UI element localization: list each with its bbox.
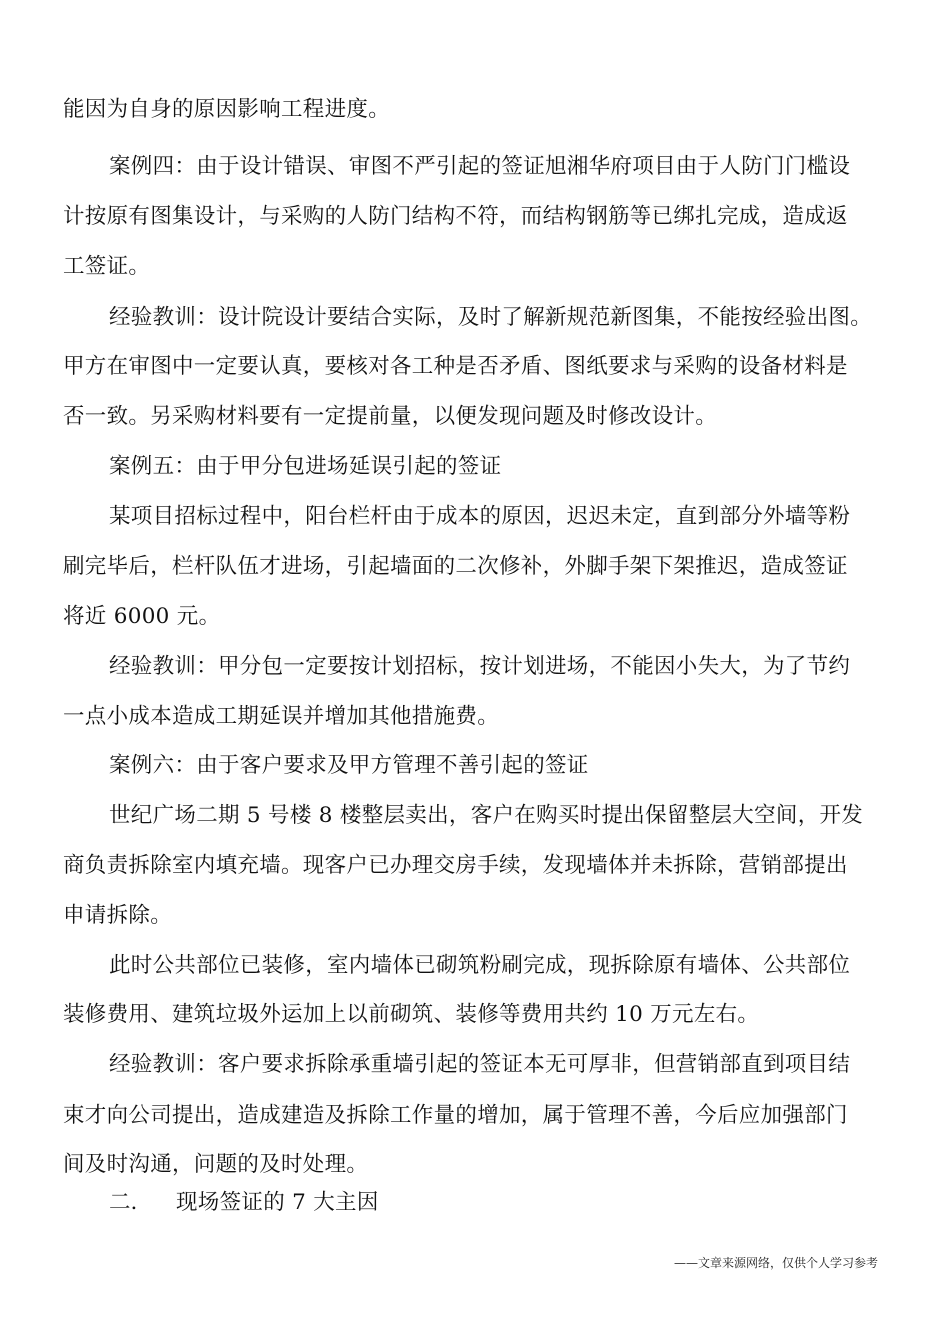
paragraph-line: 能因为自身的原因影响工程进度。 [63, 97, 391, 122]
paragraph-line: 装修费用、建筑垃圾外运加上以前砌筑、装修等费用共约 10 万元左右。 [63, 1002, 760, 1027]
paragraph-line: 申请拆除。 [63, 903, 173, 928]
case-six-title: 案例六：由于客户要求及甲方管理不善引起的签证 [109, 753, 589, 778]
paragraph-line: 甲方在审图中一定要认真，要核对各工种是否矛盾、图纸要求与采购的设备材料是 [63, 354, 848, 379]
paragraph-line: 计按原有图集设计，与采购的人防门结构不符，而结构钢筋等已绑扎完成，造成返 [63, 204, 848, 229]
paragraph-line: 世纪广场二期 5 号楼 8 楼整层卖出，客户在购买时提出保留整层大空间，开发 [109, 803, 864, 828]
paragraph-line: 将近 6000 元。 [63, 604, 221, 629]
paragraph-line: 刷完毕后，栏杆队伍才进场，引起墙面的二次修补，外脚手架下架推迟，造成签证 [63, 554, 848, 579]
lesson-line: 经验教训：客户要求拆除承重墙引起的签证本无可厚非，但营销部直到项目结 [109, 1052, 851, 1077]
footer-source-note: ——文章来源网络，仅供个人学习参考 [673, 1256, 878, 1270]
section-heading-title: 现场签证的 7 大主因 [176, 1190, 379, 1215]
paragraph-line: 间及时沟通，问题的及时处理。 [63, 1152, 369, 1177]
lesson-line: 经验教训：甲分包一定要按计划招标，按计划进场，不能因小失大，为了节约 [109, 654, 851, 679]
paragraph-line: 工签证。 [63, 254, 151, 279]
case-four-title-line: 案例四：由于设计错误、审图不严引起的签证旭湘华府项目由于人防门门槛设 [109, 154, 851, 179]
case-five-title: 案例五：由于甲分包进场延误引起的签证 [109, 454, 502, 479]
lesson-line: 经验教训：设计院设计要结合实际，及时了解新规范新图集，不能按经验出图。 [109, 305, 873, 330]
paragraph-line: 束才向公司提出，造成建造及拆除工作量的增加，属于管理不善，今后应加强部门 [63, 1103, 848, 1128]
paragraph-line: 此时公共部位已装修，室内墙体已砌筑粉刷完成，现拆除原有墙体、公共部位 [109, 953, 851, 978]
section-heading-number: 二. [109, 1190, 138, 1215]
paragraph-line: 否一致。另采购材料要有一定提前量，以便发现问题及时修改设计。 [63, 404, 718, 429]
paragraph-line: 某项目招标过程中，阳台栏杆由于成本的原因，迟迟未定，直到部分外墙等粉 [109, 504, 851, 529]
paragraph-line: 商负责拆除室内填充墙。现客户已办理交房手续，发现墙体并未拆除，营销部提出 [63, 853, 848, 878]
paragraph-line: 一点小成本造成工期延误并增加其他措施费。 [63, 704, 500, 729]
